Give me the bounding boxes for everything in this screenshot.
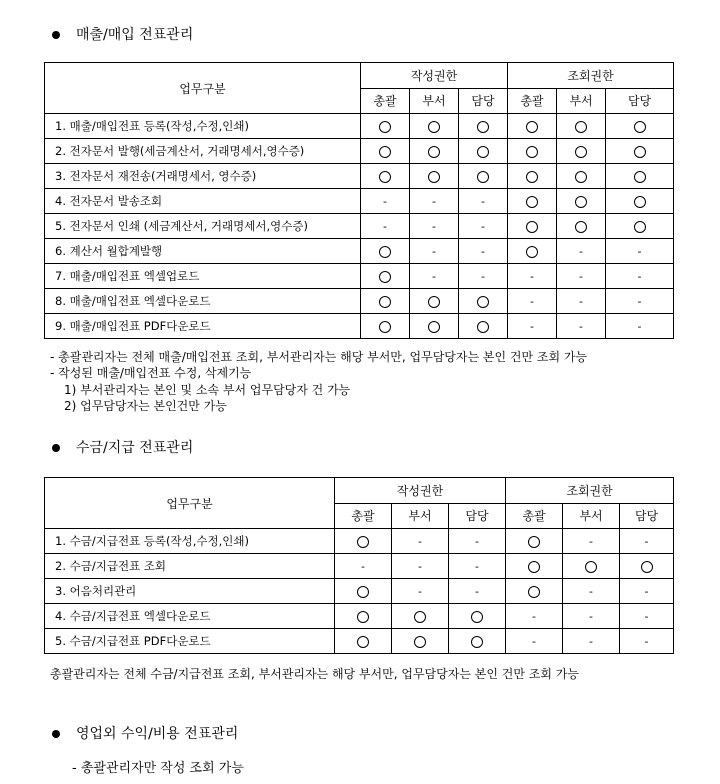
permission-cell — [563, 629, 620, 654]
permission-cell — [508, 189, 557, 214]
dash-mark: - — [644, 610, 649, 623]
dash-mark: - — [530, 295, 535, 308]
permission-cell — [392, 629, 449, 654]
dash-mark: - — [589, 610, 594, 623]
dash-mark: - — [644, 585, 649, 598]
note-line: - 총괄관리자만 작성 조회 가능 — [72, 761, 244, 776]
section-title-non-operating — [52, 725, 238, 743]
permission-cell — [557, 139, 606, 164]
permission-cell — [606, 164, 674, 189]
permission-cell — [449, 579, 506, 604]
permission-cell — [557, 214, 606, 239]
circle-mark-icon — [379, 121, 391, 133]
permission-cell — [606, 239, 674, 264]
header-category: 업무구분 — [45, 478, 335, 529]
row-label: 1. 수금/지급전표 등록(작성,수정,인쇄) — [45, 529, 335, 554]
bullet-icon — [52, 31, 60, 39]
permission-cell — [459, 164, 508, 189]
permission-cell — [620, 604, 674, 629]
header-write-permission: 작성권한 — [335, 478, 506, 504]
permission-cell — [335, 554, 392, 579]
permission-cell — [508, 264, 557, 289]
circle-mark-icon — [471, 636, 483, 648]
dash-mark: - — [383, 220, 387, 233]
permission-cell — [557, 289, 606, 314]
permission-cell — [361, 289, 410, 314]
table-row — [45, 604, 674, 629]
permission-cell — [361, 239, 410, 264]
header-write-permission: 작성권한 — [361, 63, 508, 89]
permission-cell — [335, 579, 392, 604]
permission-cell — [459, 114, 508, 139]
dash-mark: - — [481, 220, 485, 233]
permission-cell — [508, 239, 557, 264]
circle-mark-icon — [428, 171, 440, 183]
row-label: 3. 어음처리관리 — [45, 579, 335, 604]
table-row — [45, 314, 674, 339]
circle-mark-icon — [528, 586, 540, 598]
permission-cell — [335, 629, 392, 654]
dash-mark: - — [475, 535, 479, 548]
bullet-icon — [52, 730, 60, 738]
header-col: 총괄 — [506, 503, 563, 529]
circle-mark-icon — [379, 296, 391, 308]
permission-cell — [361, 314, 410, 339]
circle-mark-icon — [477, 171, 489, 183]
permission-cell — [449, 629, 506, 654]
row-label: 4. 수금/지급전표 엑셀다운로드 — [45, 604, 335, 629]
permission-cell — [606, 189, 674, 214]
circle-mark-icon — [428, 296, 440, 308]
circle-mark-icon — [526, 146, 538, 158]
dash-mark: - — [432, 195, 436, 208]
table-row — [45, 289, 674, 314]
permission-cell — [459, 139, 508, 164]
circle-mark-icon — [526, 246, 538, 258]
permission-cell — [563, 579, 620, 604]
permission-cell — [508, 314, 557, 339]
permission-cell — [459, 314, 508, 339]
row-label: 2. 전자문서 발행(세금계산서, 거래명세서,영수증) — [45, 139, 361, 164]
circle-mark-icon — [379, 146, 391, 158]
dash-mark: - — [530, 270, 535, 283]
permission-cell — [361, 114, 410, 139]
circle-mark-icon — [634, 146, 646, 158]
circle-mark-icon — [414, 611, 426, 623]
permission-cell — [557, 314, 606, 339]
circle-mark-icon — [526, 121, 538, 133]
permission-cell — [557, 189, 606, 214]
permission-cell — [410, 139, 459, 164]
dash-mark: - — [579, 320, 584, 333]
dash-mark: - — [475, 560, 479, 573]
header-view-permission: 조회권한 — [508, 63, 674, 89]
permission-cell — [508, 139, 557, 164]
permission-cell — [459, 289, 508, 314]
dash-mark: - — [418, 585, 422, 598]
table-row — [45, 139, 674, 164]
dash-mark: - — [589, 535, 594, 548]
note-line: - 작성된 매출/매입전표 수정, 삭제기능 — [50, 366, 252, 380]
permission-cell — [335, 604, 392, 629]
dash-mark: - — [532, 635, 537, 648]
dash-mark: - — [418, 535, 422, 548]
section-title-text: 영업외 수익/비용 전표관리 — [76, 726, 239, 742]
dash-mark: - — [637, 245, 642, 258]
dash-mark: - — [644, 635, 649, 648]
circle-mark-icon — [428, 146, 440, 158]
permission-cell — [563, 604, 620, 629]
header-col: 부서 — [410, 88, 459, 114]
permission-cell — [361, 214, 410, 239]
circle-mark-icon — [477, 121, 489, 133]
header-category: 업무구분 — [45, 63, 361, 114]
circle-mark-icon — [528, 536, 540, 548]
table-row — [45, 164, 674, 189]
header-col: 부서 — [557, 88, 606, 114]
circle-mark-icon — [634, 121, 646, 133]
dash-mark: - — [637, 320, 642, 333]
note-line: 2) 업무담당자는 본인건만 가능 — [64, 399, 227, 413]
circle-mark-icon — [357, 586, 369, 598]
row-label: 8. 매출/매입전표 엑셀다운로드 — [45, 289, 361, 314]
permission-cell — [361, 139, 410, 164]
table-row — [45, 214, 674, 239]
circle-mark-icon — [641, 561, 653, 573]
table-row — [45, 529, 674, 554]
circle-mark-icon — [575, 196, 587, 208]
header-col: 담당 — [620, 503, 674, 529]
permission-cell — [557, 239, 606, 264]
circle-mark-icon — [428, 121, 440, 133]
permission-cell — [606, 264, 674, 289]
circle-mark-icon — [477, 146, 489, 158]
circle-mark-icon — [575, 221, 587, 233]
table-row — [45, 629, 674, 654]
sales-purchase-permission-table — [44, 62, 674, 339]
permission-cell — [410, 114, 459, 139]
permission-cell — [606, 139, 674, 164]
circle-mark-icon — [575, 171, 587, 183]
section-title-text: 수금/지급 전표관리 — [76, 440, 194, 456]
permission-cell — [410, 314, 459, 339]
circle-mark-icon — [634, 221, 646, 233]
table-row — [45, 239, 674, 264]
dash-mark: - — [579, 245, 584, 258]
permission-cell — [506, 604, 563, 629]
table-row — [45, 579, 674, 604]
permission-cell — [506, 629, 563, 654]
permission-cell — [459, 214, 508, 239]
row-label: 3. 전자문서 재전송(거래명세서, 영수증) — [45, 164, 361, 189]
circle-mark-icon — [357, 636, 369, 648]
circle-mark-icon — [477, 321, 489, 333]
header-col: 담당 — [449, 503, 506, 529]
permission-cell — [410, 164, 459, 189]
permission-cell — [557, 114, 606, 139]
permission-cell — [557, 264, 606, 289]
row-label: 2. 수금/지급전표 조회 — [45, 554, 335, 579]
note-line: - 총괄관리자는 전체 매출/매입전표 조회, 부서관리자는 해당 부서만, 업무담당자는 본인 건만 조회 가능 — [50, 350, 588, 364]
permission-cell — [620, 554, 674, 579]
circle-mark-icon — [575, 146, 587, 158]
note-line: 총괄관리자는 전체 수금/지급전표 조회, 부서관리자는 해당 부서만, 업무담당자는 본인 건만 조회 가능 — [50, 667, 579, 681]
dash-mark: - — [644, 535, 649, 548]
dash-mark: - — [383, 195, 387, 208]
bullet-icon — [52, 444, 60, 452]
table-row — [45, 554, 674, 579]
permission-cell — [410, 189, 459, 214]
dash-mark: - — [579, 295, 584, 308]
circle-mark-icon — [585, 561, 597, 573]
circle-mark-icon — [526, 196, 538, 208]
dash-mark: - — [532, 610, 537, 623]
permission-cell — [506, 529, 563, 554]
row-label: 9. 매출/매입전표 PDF다운로드 — [45, 314, 361, 339]
dash-mark: - — [637, 270, 642, 283]
circle-mark-icon — [575, 121, 587, 133]
permission-cell — [620, 579, 674, 604]
permission-cell — [410, 289, 459, 314]
permission-cell — [392, 579, 449, 604]
dash-mark: - — [579, 270, 584, 283]
circle-mark-icon — [357, 536, 369, 548]
row-label: 1. 매출/매입전표 등록(작성,수정,인쇄) — [45, 114, 361, 139]
section-title-sales-purchase — [52, 26, 193, 44]
circle-mark-icon — [477, 296, 489, 308]
dash-mark: - — [481, 270, 485, 283]
dash-mark: - — [530, 320, 535, 333]
permission-cell — [392, 604, 449, 629]
permission-cell — [620, 529, 674, 554]
circle-mark-icon — [526, 171, 538, 183]
permission-cell — [563, 554, 620, 579]
table-row — [45, 189, 674, 214]
circle-mark-icon — [379, 271, 391, 283]
dash-mark: - — [432, 220, 436, 233]
permission-cell — [606, 314, 674, 339]
dash-mark: - — [481, 245, 485, 258]
permission-cell — [508, 164, 557, 189]
circle-mark-icon — [357, 611, 369, 623]
permission-cell — [361, 164, 410, 189]
permission-cell — [606, 114, 674, 139]
row-label: 4. 전자문서 발송조회 — [45, 189, 361, 214]
circle-mark-icon — [414, 636, 426, 648]
header-col: 담당 — [459, 88, 508, 114]
header-col: 총괄 — [335, 503, 392, 529]
circle-mark-icon — [528, 561, 540, 573]
circle-mark-icon — [634, 171, 646, 183]
row-label: 6. 계산서 월합계발행 — [45, 239, 361, 264]
row-label: 5. 수금/지급전표 PDF다운로드 — [45, 629, 335, 654]
header-col: 부서 — [392, 503, 449, 529]
dash-mark: - — [475, 585, 479, 598]
circle-mark-icon — [379, 321, 391, 333]
permission-cell — [449, 604, 506, 629]
permission-cell — [410, 214, 459, 239]
permission-cell — [361, 264, 410, 289]
dash-mark: - — [432, 270, 436, 283]
section-title-collection-payment — [52, 439, 193, 457]
permission-cell — [506, 579, 563, 604]
header-col: 담당 — [606, 88, 674, 114]
permission-cell — [392, 529, 449, 554]
permission-cell — [606, 214, 674, 239]
circle-mark-icon — [428, 321, 440, 333]
circle-mark-icon — [379, 171, 391, 183]
row-label: 5. 전자문서 인쇄 (세금계산서, 거래명세서,영수증) — [45, 214, 361, 239]
permission-cell — [449, 554, 506, 579]
dash-mark: - — [361, 560, 365, 573]
permission-cell — [459, 264, 508, 289]
dash-mark: - — [589, 635, 594, 648]
dash-mark: - — [432, 245, 436, 258]
circle-mark-icon — [634, 196, 646, 208]
permission-cell — [410, 239, 459, 264]
dash-mark: - — [589, 585, 594, 598]
circle-mark-icon — [379, 246, 391, 258]
permission-cell — [449, 529, 506, 554]
permission-cell — [508, 214, 557, 239]
row-label: 7. 매출/매입전표 엑셀업로드 — [45, 264, 361, 289]
permission-cell — [508, 114, 557, 139]
permission-cell — [335, 529, 392, 554]
table-row — [45, 264, 674, 289]
section-title-text: 매출/매입 전표관리 — [76, 27, 194, 43]
permission-cell — [606, 289, 674, 314]
permission-cell — [557, 164, 606, 189]
dash-mark: - — [418, 560, 422, 573]
header-view-permission: 조회권한 — [506, 478, 674, 504]
permission-cell — [361, 189, 410, 214]
dash-mark: - — [481, 195, 485, 208]
permission-cell — [506, 554, 563, 579]
dash-mark: - — [637, 295, 642, 308]
permission-cell — [410, 264, 459, 289]
circle-mark-icon — [471, 611, 483, 623]
permission-cell — [508, 289, 557, 314]
circle-mark-icon — [526, 221, 538, 233]
permission-cell — [459, 239, 508, 264]
collection-payment-permission-table — [44, 477, 674, 654]
permission-cell — [392, 554, 449, 579]
note-line: 1) 부서관리자는 본인 및 소속 부서 업무담당자 건 가능 — [64, 383, 351, 397]
header-col: 총괄 — [361, 88, 410, 114]
permission-cell — [563, 529, 620, 554]
header-col: 부서 — [563, 503, 620, 529]
header-col: 총괄 — [508, 88, 557, 114]
permission-cell — [620, 629, 674, 654]
permission-cell — [459, 189, 508, 214]
table-row — [45, 114, 674, 139]
